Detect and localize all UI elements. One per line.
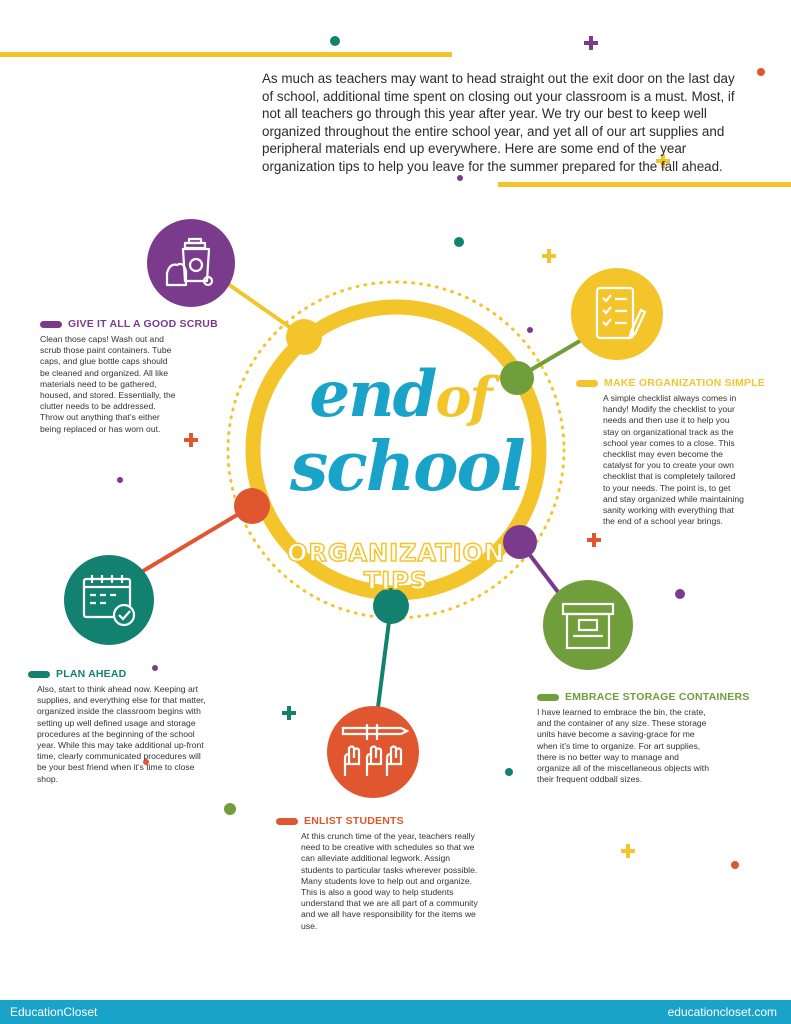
intro-paragraph: As much as teachers may want to head straight out the exit door on the last day of school, additional time spent on closing out your classroom is a must. Most, if not all teachers go through this year after year. We try our best to keep well organized throughout the entire school year, and yet all of our art supplies and peripheral materials end up everywhere. Here are some end of the year organization tips to help you leave for the summer prepared for the fall ahead. <box>262 71 735 174</box>
title-school: school <box>290 427 524 507</box>
body-line: clutter needs to be addressed. <box>40 401 156 412</box>
body-line: housed, and stored. Essentially, the <box>40 390 176 401</box>
plus-icon <box>282 706 296 720</box>
section-body <box>40 334 270 435</box>
plus-icon <box>587 533 601 547</box>
section-scrub <box>40 318 270 435</box>
body-line: units have become a saving-grace for me <box>537 729 695 740</box>
body-line: At this crunch time of the year, teachers really <box>301 831 475 841</box>
decor-dot <box>224 803 236 815</box>
body-line: and we all have responsibility for the items we <box>301 909 476 920</box>
title-subtitle: ORGANIZATION TIPS <box>286 539 506 595</box>
body-line: being replaced or has worn out. <box>40 423 161 434</box>
body-line: to your needs. The point is, to get <box>603 482 731 493</box>
body-line: procedures at the beginning of the school <box>37 728 195 739</box>
body-line: students to particular tasks wherever possible. <box>301 864 478 875</box>
right-yellow-bar <box>498 182 791 187</box>
body-line: Many students love to help out and organize. <box>301 875 473 886</box>
title-of: of <box>435 365 491 429</box>
body-line: understand that we are all part of a community <box>301 898 478 909</box>
section-title: ENLIST STUDENTS <box>304 815 404 827</box>
body-line: year. While this may take additional up-front <box>37 740 204 751</box>
decor-dot <box>527 327 533 333</box>
body-line: use. <box>301 920 318 931</box>
body-line: materials need to be gathered, <box>40 378 157 389</box>
body-line: I have learned to embrace the bin, the crate, <box>537 707 706 717</box>
section-marker <box>276 818 298 825</box>
section-simple <box>576 377 786 527</box>
body-line: organize all of the miscellaneous objects with <box>537 763 709 774</box>
body-line: catalyst for you to create your own <box>603 460 734 471</box>
body-line: setting up well defined usage and storage <box>37 717 196 728</box>
body-line: and stay organized while maintaining <box>603 493 744 504</box>
body-line: scrub those paint containers. Tube <box>40 345 172 356</box>
body-line: sanity working with everything that <box>603 505 734 516</box>
footer-url[interactable]: educationcloset.com <box>667 1005 777 1019</box>
section-body <box>576 393 786 527</box>
body-line: time, clearly communicated procedures will <box>37 751 201 762</box>
plus-icon <box>184 433 198 447</box>
center-title <box>290 357 524 507</box>
body-line: can alleviate additional legwork. Assign <box>301 853 451 864</box>
decor-dot <box>505 768 513 776</box>
decor-dot <box>731 861 739 869</box>
section-storage <box>537 691 787 785</box>
section-title: MAKE ORGANIZATION SIMPLE <box>604 377 765 389</box>
section-marker <box>28 671 50 678</box>
decor-dot <box>757 68 765 76</box>
title-end: end <box>309 357 436 432</box>
body-line: Throw out anything that’s either <box>40 412 160 423</box>
decor-dot <box>457 175 463 181</box>
checklist-icon <box>571 268 663 360</box>
section-body <box>537 707 787 785</box>
body-line: need to be creative with schedules so that we <box>301 842 475 853</box>
section-title: EMBRACE STORAGE CONTAINERS <box>565 691 750 703</box>
footer-bar <box>0 1000 791 1024</box>
body-line: checklist may even become the <box>603 449 723 460</box>
body-line: supplies, and everything else for that matter, <box>37 695 206 706</box>
body-line: and the container of any size. These storage <box>537 718 707 729</box>
section-body <box>28 684 268 785</box>
decor-dot <box>117 477 123 483</box>
body-line: there is no better way to manage and <box>537 751 679 762</box>
node-dot <box>234 488 270 524</box>
body-line: stay on organizational track as the <box>603 426 734 437</box>
footer-brand: EducationCloset <box>10 1005 98 1019</box>
student-hands-icon <box>327 706 419 798</box>
body-line: caps, and glue bottle caps should <box>40 356 168 367</box>
top-yellow-bar <box>0 52 452 57</box>
body-line: shop. <box>37 773 59 784</box>
decor-dot <box>675 589 685 599</box>
decor-dot <box>454 237 464 247</box>
body-line: needs and then use it to help you <box>603 415 730 426</box>
body-line: A simple checklist always comes in <box>603 393 737 403</box>
body-line: their frequent oddball sizes. <box>537 774 643 785</box>
section-title: PLAN AHEAD <box>56 668 127 680</box>
section-plan <box>28 668 268 785</box>
plus-icon <box>621 844 635 858</box>
body-line: handy! Modify the checklist to your <box>603 404 735 415</box>
body-line: school year comes to a close. This <box>603 437 735 448</box>
plus-icon <box>542 249 556 263</box>
section-students <box>276 815 526 932</box>
body-line: the end of a school year brings. <box>603 516 723 527</box>
recycle-bin-icon <box>147 219 235 307</box>
body-line: Also, start to think ahead now. Keeping art <box>37 684 198 694</box>
body-line: This is also a good way to help students <box>301 887 454 898</box>
calendar-icon <box>64 555 154 645</box>
plus-icon <box>584 36 598 50</box>
section-marker <box>40 321 62 328</box>
body-line: Clean those caps! Wash out and <box>40 334 164 344</box>
body-line: be cleaned and organized. All like <box>40 367 169 378</box>
body-line: checklist that is completely tailored <box>603 471 736 482</box>
decor-dot <box>330 36 340 46</box>
body-line: be your best friend when it’s time to close <box>37 762 195 773</box>
storage-box-icon <box>543 580 633 670</box>
section-body <box>276 831 526 932</box>
body-line: organized inside the classroom begins with <box>37 706 201 717</box>
section-marker <box>576 380 598 387</box>
section-title: GIVE IT ALL A GOOD SCRUB <box>68 318 218 330</box>
section-marker <box>537 694 559 701</box>
body-line: when it’s time to organize. For art supplies, <box>537 740 701 751</box>
node-dot <box>286 319 322 355</box>
